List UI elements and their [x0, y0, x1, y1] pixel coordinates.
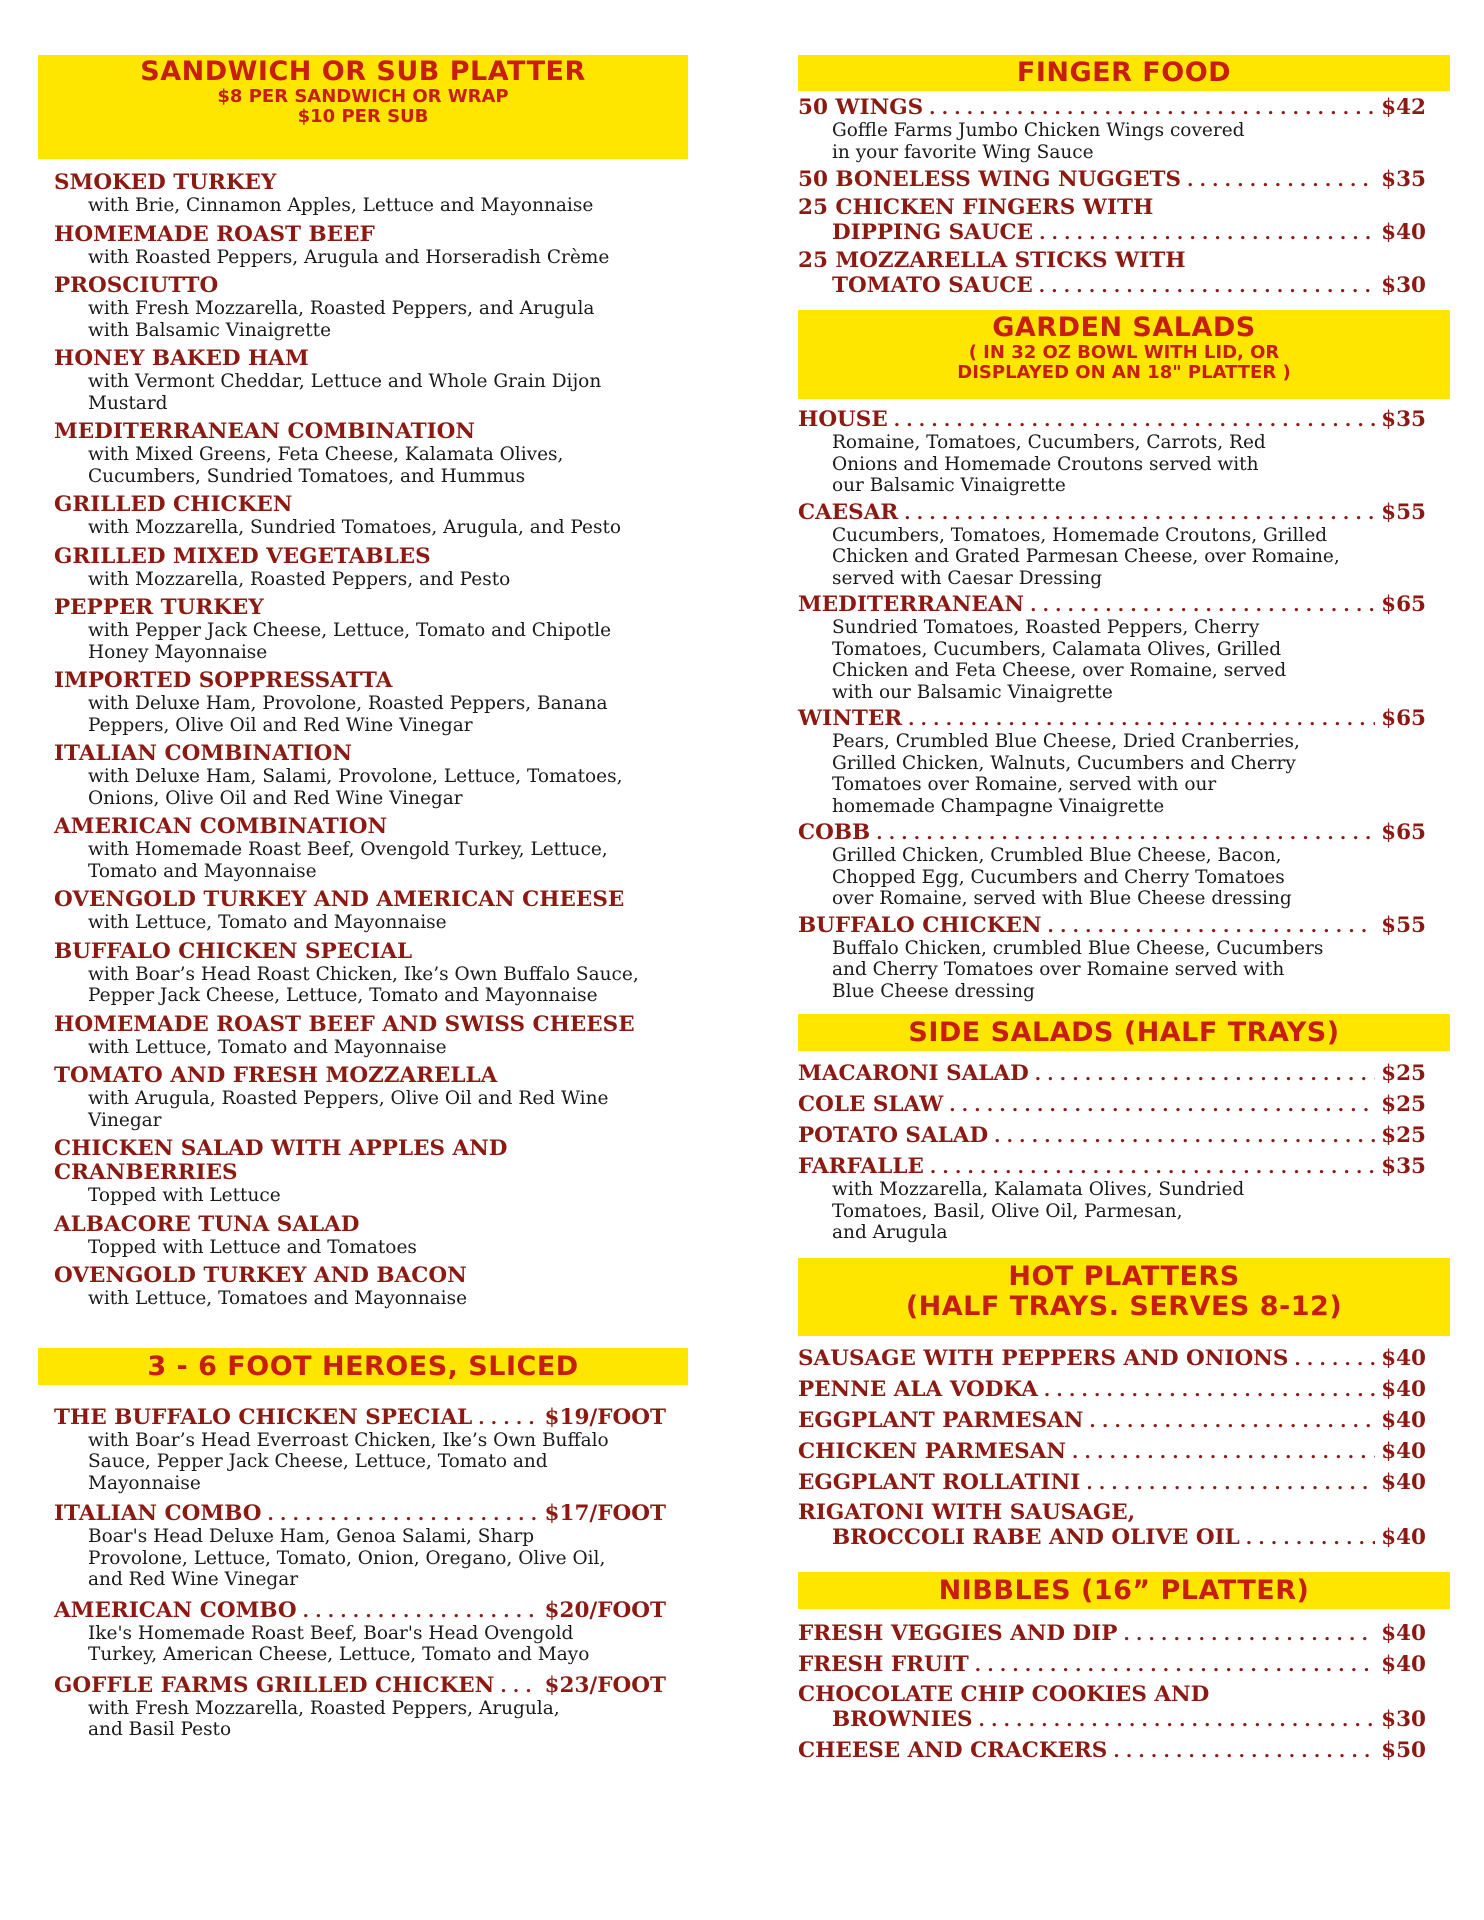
leader-dots — [1113, 1741, 1375, 1762]
menu-item-name: CHICKEN SALAD WITH APPLES AND CRANBERRIES — [54, 1136, 508, 1185]
menu-item-price: $35 — [1381, 167, 1426, 192]
menu-item — [798, 1061, 1450, 1086]
menu-item-description: Pepper Jack Cheese, Lettuce, Tomato and Mayonnaise — [88, 985, 598, 1006]
menu-item — [798, 1346, 1450, 1371]
menu-item-description: and Red Wine Vinegar — [88, 1569, 299, 1590]
menu-item-price: $42 — [1381, 95, 1426, 120]
menu-item — [798, 1439, 1450, 1464]
menu-item-price: $20/FOOT — [544, 1597, 666, 1623]
menu-item-description: with Homemade Roast Beef, Ovengold Turkey, Lettuce, — [88, 839, 608, 860]
heroes-title: 3 - 6 FOOT HEROES, SLICED — [147, 1350, 579, 1382]
menu-item-description: with Lettuce, Tomatoes and Mayonnaise — [88, 1288, 468, 1309]
menu-item-price: $19/FOOT — [544, 1404, 666, 1430]
menu-item — [798, 1408, 1450, 1433]
menu-item-description: with Mozzarella, Sundried Tomatoes, Arugula, and Pesto — [88, 517, 622, 538]
leader-dots — [908, 709, 1375, 730]
menu-item-name: OVENGOLD TURKEY AND BACON — [54, 1263, 467, 1288]
menu-item-description: Romaine, Tomatoes, Cucumbers, Carrots, Red — [832, 432, 1266, 453]
menu-item-row — [798, 1707, 1426, 1732]
menu-item-price: $25 — [1381, 1061, 1426, 1086]
menu-item-description: with Deluxe Ham, Provolone, Roasted Peppers, Banana — [88, 693, 608, 714]
menu-item-price: $55 — [1381, 499, 1426, 525]
leader-dots — [876, 823, 1375, 844]
menu-item-name: PEPPER TURKEY — [54, 595, 264, 620]
leader-dots — [1086, 1473, 1375, 1494]
menu-item-name: IMPORTED SOPPRESSATTA — [54, 668, 393, 693]
menu-item-description: with Arugula, Roasted Peppers, Olive Oil and Red Wine — [88, 1088, 609, 1109]
garden-salads-list — [798, 407, 1450, 1002]
menu-item — [798, 1738, 1450, 1763]
nibbles-title: NIBBLES (16” PLATTER) — [938, 1574, 1310, 1606]
menu-item-row — [798, 1061, 1426, 1086]
menu-item — [38, 596, 688, 663]
menu-item — [798, 820, 1450, 910]
menu-item-description: Sundried Tomatoes, Roasted Peppers, Cherry — [832, 617, 1260, 638]
menu-item — [798, 1154, 1450, 1244]
menu-item-row — [798, 1154, 1426, 1179]
menu-item-row — [798, 1652, 1426, 1677]
menu-item-row — [798, 220, 1426, 245]
menu-item-description: Tomatoes, Basil, Olive Oil, Parmesan, — [832, 1200, 1183, 1222]
menu-item-description: over Romaine, served with Blue Cheese dressing — [832, 888, 1292, 909]
menu-item-row — [798, 1377, 1426, 1402]
menu-item-name: CHOCOLATE CHIP COOKIES AND — [798, 1681, 1210, 1707]
leader-dots — [303, 1601, 539, 1622]
menu-item-name: 50 WINGS — [798, 95, 924, 120]
garden-salads-banner — [798, 310, 1450, 399]
menu-item-price: $65 — [1381, 592, 1426, 617]
menu-item-name: RIGATONI WITH SAUSAGE, — [798, 1499, 1136, 1525]
heroes-list — [38, 1405, 688, 1741]
menu-item-name: FARFALLE — [798, 1154, 924, 1179]
side-salads-banner — [798, 1014, 1450, 1051]
finger-food-title: FINGER FOOD — [1016, 57, 1232, 88]
menu-item — [38, 274, 688, 341]
menu-item — [798, 1377, 1450, 1402]
menu-item-description: Tomatoes over Romaine, served with our — [832, 774, 1217, 795]
menu-item-description: Ike's Homemade Roast Beef, Boar's Head Ovengold — [88, 1622, 574, 1644]
menu-item-name: TOMATO AND FRESH MOZZARELLA — [54, 1063, 498, 1088]
menu-item-description: Vinegar — [88, 1109, 162, 1131]
menu-item-row — [798, 407, 1426, 432]
leader-dots — [994, 1126, 1375, 1147]
nibbles-banner — [798, 1572, 1450, 1609]
menu-item-name: MEDITERRANEAN COMBINATION — [54, 419, 476, 444]
leader-dots — [904, 503, 1375, 524]
menu-item — [798, 1652, 1450, 1677]
menu-item-price: $40 — [1381, 1345, 1426, 1371]
leader-dots — [1072, 1442, 1375, 1463]
menu-item-price: $40 — [1381, 1620, 1426, 1646]
menu-item-price: $40 — [1381, 1407, 1426, 1433]
menu-item-description: Onions, Olive Oil and Red Wine Vinegar — [88, 787, 463, 809]
menu-item-price: $40 — [1381, 1438, 1426, 1464]
leader-dots — [1246, 1528, 1375, 1549]
hot-platters-sub: (HALF TRAYS. SERVES 8-12) — [905, 1290, 1343, 1322]
menu-item — [38, 888, 688, 934]
menu-item-name: COBB — [798, 820, 871, 845]
menu-item-name: MACARONI SALAD — [798, 1061, 1029, 1086]
menu-item — [798, 95, 1450, 163]
menu-item — [38, 669, 688, 736]
menu-item — [798, 500, 1450, 590]
menu-item-description: Honey Mayonnaise — [88, 641, 268, 663]
menu-item-name-cont: BROWNIES — [832, 1706, 973, 1732]
leader-dots — [1039, 276, 1375, 297]
garden-salads-title: GARDEN SALADS — [992, 312, 1256, 343]
menu-item-row — [798, 1346, 1426, 1371]
menu-item-description: with Mozzarella, Roasted Peppers, and Pesto — [88, 568, 511, 590]
menu-item-name: ITALIAN COMBO — [54, 1501, 262, 1526]
menu-item — [38, 1264, 688, 1310]
menu-item-description: Onions and Homemade Croutons served with — [832, 453, 1259, 475]
menu-item-description: with our Balsamic Vinaigrette — [832, 681, 1113, 703]
menu-item — [798, 407, 1450, 497]
menu-item-description: Chopped Egg, Cucumbers and Cherry Tomatoes — [832, 866, 1285, 888]
menu-item-row — [798, 1123, 1426, 1148]
menu-item-row — [798, 1525, 1426, 1550]
menu-item-description: Topped with Lettuce and Tomatoes — [88, 1236, 417, 1258]
menu-item-name: AMERICAN COMBINATION — [54, 814, 388, 839]
menu-item-description: Cucumbers, Tomatoes, Homemade Croutons, Grilled — [832, 524, 1328, 546]
menu-item — [798, 167, 1450, 192]
menu-item-name-cont: BROCCOLI RABE AND OLIVE OIL — [832, 1524, 1240, 1550]
menu-item-name: CAESAR — [798, 499, 899, 525]
menu-item — [798, 1092, 1450, 1117]
leader-dots — [929, 98, 1375, 119]
leader-dots — [1294, 1349, 1375, 1370]
menu-item-description: with Mixed Greens, Feta Cheese, Kalamata Olives, — [88, 444, 564, 465]
menu-item-description: with Deluxe Ham, Salami, Provolone, Lettuce, Tomatoes, — [88, 766, 623, 787]
menu-item-description: with Balsamic Vinaigrette — [88, 319, 332, 341]
menu-item — [798, 196, 1450, 245]
sandwich-platter-banner — [38, 55, 688, 159]
menu-item-description: Grilled Chicken, Walnuts, Cucumbers and Cherry — [832, 752, 1296, 774]
menu-item-description: Chicken and Feta Cheese, over Romaine, served — [832, 660, 1287, 681]
finger-food-banner — [798, 55, 1450, 91]
menu-item-description: Tomatoes, Cucumbers, Calamata Olives, Grilled — [832, 638, 1282, 660]
menu-item-description: Pears, Crumbled Blue Cheese, Dried Cranberries, — [832, 731, 1300, 752]
menu-item-name-cont: TOMATO SAUCE — [832, 273, 1033, 298]
menu-item — [38, 1013, 688, 1059]
menu-item-price: $40 — [1381, 1524, 1426, 1550]
menu-item-row — [54, 1501, 666, 1526]
menu-item-row — [798, 167, 1426, 192]
menu-item-description: with Boar’s Head Everroast Chicken, Ike’s Own Buffalo — [88, 1429, 609, 1451]
leader-dots — [949, 1095, 1375, 1116]
menu-item-price: $55 — [1381, 912, 1426, 938]
menu-item-price: $23/FOOT — [544, 1672, 666, 1698]
menu-item-description: with Brie, Cinnamon Apples, Lettuce and Mayonnaise — [88, 195, 594, 216]
menu-item-description: Provolone, Lettuce, Tomato, Onion, Oregano, Olive Oil, — [88, 1547, 606, 1569]
menu-item-row — [798, 95, 1426, 120]
menu-item-name: POTATO SALAD — [798, 1123, 989, 1148]
menu-item-description: and Arugula — [832, 1222, 948, 1243]
menu-item — [38, 1213, 688, 1259]
menu-item — [38, 223, 688, 269]
menu-item-row — [798, 1621, 1426, 1646]
menu-item-name: FRESH FRUIT — [798, 1651, 969, 1677]
menu-item — [798, 706, 1450, 817]
menu-item-price: $25 — [1381, 1123, 1426, 1148]
leader-dots — [1044, 1380, 1375, 1401]
menu-item-name: HONEY BAKED HAM — [54, 346, 309, 371]
menu-item-description: served with Caesar Dressing — [832, 567, 1103, 589]
menu-item-price: $35 — [1381, 407, 1426, 432]
menu-item-description: in your favorite Wing Sauce — [832, 141, 1094, 163]
menu-item — [38, 1673, 688, 1741]
side-salads-list — [798, 1061, 1450, 1244]
menu-item-row — [54, 1405, 666, 1430]
leader-dots — [1030, 595, 1375, 616]
menu-item-name: HOMEMADE ROAST BEEF AND SWISS CHEESE — [54, 1011, 635, 1037]
menu-item-name: OVENGOLD TURKEY AND AMERICAN CHEESE — [54, 887, 625, 912]
nibbles-list — [798, 1621, 1450, 1763]
menu-item-name: CHEESE AND CRACKERS — [798, 1737, 1108, 1763]
menu-item — [798, 249, 1450, 298]
menu-item — [38, 742, 688, 809]
menu-item-row — [798, 1092, 1426, 1117]
menu-item-row — [798, 500, 1426, 525]
menu-item-row — [798, 1408, 1426, 1433]
menu-item-name: THE BUFFALO CHICKEN SPECIAL — [54, 1404, 473, 1430]
menu-item-price: $65 — [1381, 706, 1426, 731]
menu-item-description: Chicken and Grated Parmesan Cheese, over Romaine, — [832, 546, 1340, 567]
menu-item-description: Sauce, Pepper Jack Cheese, Lettuce, Tomato and Mayonnaise — [88, 1451, 548, 1494]
leader-dots — [478, 1408, 538, 1429]
menu-item — [38, 1137, 688, 1207]
menu-item-description: with Boar’s Head Roast Chicken, Ike’s Own Buffalo Sauce, — [88, 963, 639, 985]
menu-item-name-cont: DIPPING SAUCE — [832, 220, 1034, 245]
leader-dots — [500, 1676, 538, 1697]
menu-item-description: Tomato and Mayonnaise — [88, 860, 317, 882]
menu-item — [798, 1470, 1450, 1495]
leader-dots — [268, 1504, 539, 1525]
menu-item-name: ALBACORE TUNA SALAD — [54, 1211, 360, 1237]
menu-item-name: GRILLED CHICKEN — [54, 492, 293, 517]
menu-item — [38, 171, 688, 217]
menu-item-name: BUFFALO CHICKEN — [798, 912, 1042, 938]
menu-item-row — [54, 1598, 666, 1623]
menu-item-description: with Lettuce, Tomato and Mayonnaise — [88, 1036, 447, 1058]
menu-item-description: with Vermont Cheddar, Lettuce and Whole Grain Dijon — [88, 371, 602, 392]
leader-dots — [1089, 1411, 1375, 1432]
menu-item — [38, 815, 688, 882]
menu-item-description: Turkey, American Cheese, Lettuce, Tomato and Mayo — [88, 1644, 590, 1665]
menu-item — [38, 493, 688, 539]
menu-item — [38, 1405, 688, 1495]
menu-item-name: BUFFALO CHICKEN SPECIAL — [54, 938, 413, 964]
menu-item-description: and Basil Pesto — [88, 1719, 232, 1740]
menu-item-name: PENNE ALA VODKA — [798, 1376, 1038, 1402]
menu-item-name: HOMEMADE ROAST BEEF — [54, 221, 375, 247]
menu-item-description: Cucumbers, Sundried Tomatoes, and Hummus — [88, 465, 526, 487]
menu-item-price: $40 — [1381, 1651, 1426, 1677]
menu-item-row — [798, 1439, 1426, 1464]
menu-item-row — [798, 273, 1426, 298]
menu-item — [798, 592, 1450, 703]
menu-item — [38, 347, 688, 414]
menu-item-row — [798, 1470, 1426, 1495]
menu-item-price: $65 — [1381, 820, 1426, 845]
menu-item-price: $30 — [1381, 273, 1426, 298]
leader-dots — [930, 1157, 1375, 1178]
sub-price-line: $10 PER SUB — [297, 106, 429, 128]
menu-item-name: EGGPLANT ROLLATINI — [798, 1469, 1081, 1495]
leader-dots — [1123, 1624, 1375, 1645]
leader-dots — [1035, 1064, 1375, 1085]
menu-item — [38, 545, 688, 591]
finger-food-list — [798, 95, 1450, 298]
menu-item-description: with Roasted Peppers, Arugula and Horseradish Crème — [88, 246, 610, 268]
hot-platters-banner — [798, 1258, 1450, 1336]
menu-item-description: and Cherry Tomatoes over Romaine served with — [832, 959, 1285, 980]
menu-item-description: with Pepper Jack Cheese, Lettuce, Tomato and Chipotle — [88, 620, 612, 641]
menu-item-name: 25 MOZZARELLA STICKS WITH — [798, 248, 1186, 273]
menu-item — [38, 1501, 688, 1591]
menu-item-description: homemade Champagne Vinaigrette — [832, 795, 1165, 817]
menu-item-price: $17/FOOT — [544, 1501, 666, 1526]
menu-item — [38, 1598, 688, 1666]
menu-item — [798, 1123, 1450, 1148]
menu-item-name: FRESH VEGGIES AND DIP — [798, 1620, 1118, 1646]
menu-item-description: our Balsamic Vinaigrette — [832, 475, 1066, 496]
menu-item-name: ITALIAN COMBINATION — [54, 741, 353, 766]
heroes-banner — [38, 1348, 688, 1385]
menu-item-name: GOFFLE FARMS GRILLED CHICKEN — [54, 1672, 495, 1698]
menu-item-name: CHICKEN PARMESAN — [798, 1438, 1067, 1464]
right-column — [798, 55, 1450, 1769]
leader-dots — [979, 1710, 1376, 1731]
menu-item-price: $30 — [1381, 1706, 1426, 1732]
leader-dots — [975, 1655, 1375, 1676]
menu-item-description: Grilled Chicken, Crumbled Blue Cheese, Bacon, — [832, 845, 1282, 866]
menu-item-name: WINTER — [798, 706, 903, 731]
menu-item-name: HOUSE — [798, 407, 888, 432]
menu-item-price: $35 — [1381, 1154, 1426, 1179]
menu-item — [798, 1683, 1450, 1732]
garden-salads-sub1: ( IN 32 OZ BOWL WITH LID, OR — [968, 342, 1280, 364]
menu-item-price: $40 — [1381, 1469, 1426, 1495]
menu-item — [38, 1064, 688, 1131]
left-column — [38, 55, 688, 1748]
menu-item-row — [54, 1673, 666, 1698]
menu-item-name: SAUSAGE WITH PEPPERS AND ONIONS — [798, 1345, 1289, 1371]
side-salads-title: SIDE SALADS (HALF TRAYS) — [908, 1017, 1340, 1048]
menu-item-description: with Lettuce, Tomato and Mayonnaise — [88, 912, 447, 933]
hot-platters-list — [798, 1346, 1450, 1550]
menu-item-name: GRILLED MIXED VEGETABLES — [54, 543, 431, 569]
menu-item-description: Blue Cheese dressing — [832, 980, 1035, 1002]
menu-item-description: Goffle Farms Jumbo Chicken Wings covered — [832, 120, 1245, 141]
menu-item-name: COLE SLAW — [798, 1092, 944, 1117]
menu-item-row — [798, 913, 1426, 938]
menu-item-description: Topped with Lettuce — [88, 1185, 281, 1206]
menu-item-price: $25 — [1381, 1092, 1426, 1117]
menu-item — [798, 1501, 1450, 1550]
menu-item-name: SMOKED TURKEY — [54, 170, 277, 195]
menu-item-row — [798, 592, 1426, 617]
menu-item — [38, 420, 688, 487]
menu-item-description: Buffalo Chicken, crumbled Blue Cheese, Cucumbers — [832, 937, 1324, 959]
leader-dots — [894, 410, 1375, 431]
menu-item — [798, 913, 1450, 1003]
leader-dots — [1187, 170, 1375, 191]
menu-item-description: Peppers, Olive Oil and Red Wine Vinegar — [88, 714, 473, 736]
menu-item-name: MEDITERRANEAN — [798, 592, 1025, 617]
menu-item-row — [798, 820, 1426, 845]
menu-item-row — [798, 706, 1426, 731]
menu-item-name: 50 BONELESS WING NUGGETS — [798, 167, 1182, 192]
menu-item-price: $50 — [1381, 1737, 1426, 1763]
hot-platters-title: HOT PLATTERS — [1008, 1260, 1240, 1292]
menu-item-name: 25 CHICKEN FINGERS WITH — [798, 195, 1154, 220]
sandwich-platter-title: SANDWICH OR SUB PLATTER — [140, 56, 586, 87]
menu-item — [798, 1621, 1450, 1646]
menu-item-price: $40 — [1381, 220, 1426, 245]
garden-salads-sub2: DISPLAYED ON AN 18" PLATTER ) — [957, 362, 1291, 384]
leader-dots — [1039, 223, 1375, 244]
leader-dots — [1048, 916, 1376, 937]
menu-item-row — [798, 1738, 1426, 1763]
menu-item-description: with Mozzarella, Kalamata Olives, Sundried — [832, 1179, 1245, 1200]
menu-item-name: EGGPLANT PARMESAN — [798, 1407, 1084, 1433]
menu-item-description: Boar's Head Deluxe Ham, Genoa Salami, Sharp — [88, 1526, 535, 1547]
menu-item-description: Mustard — [88, 392, 168, 414]
menu-item-description: with Fresh Mozzarella, Roasted Peppers, and Arugula — [88, 298, 595, 319]
menu-item-price: $40 — [1381, 1376, 1426, 1402]
menu-item-name: PROSCIUTTO — [54, 273, 219, 298]
menu-item-description: with Fresh Mozzarella, Roasted Peppers, Arugula, — [88, 1697, 560, 1719]
menu-item-name: AMERICAN COMBO — [54, 1597, 297, 1623]
menu-item — [38, 940, 688, 1007]
sandwich-price-line: $8 PER SANDWICH OR WRAP — [217, 86, 509, 108]
sandwich-list — [38, 171, 688, 1310]
